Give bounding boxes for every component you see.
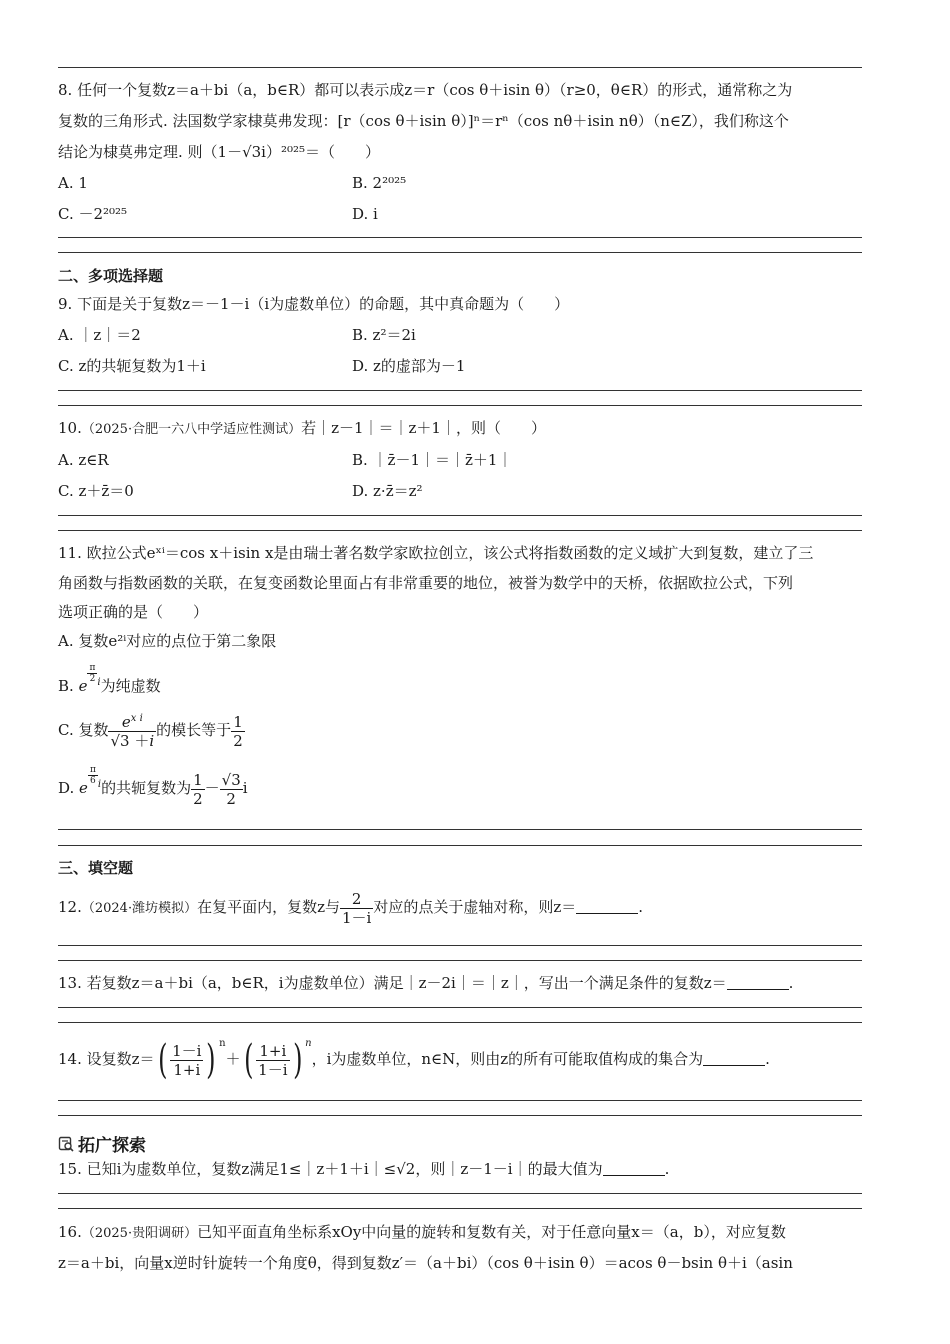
q10-stem: 若｜z－1｜＝｜z＋1｜，则（ ） [301,419,546,437]
divider [58,1115,862,1116]
q16-line1: 16.（2025·贵阳调研）已知平面直角坐标系xOy中向量的旋转和复数有关，对于任意向量x＝（a，b），对应复数 [58,1223,786,1241]
explore-title: 拓广探索 [78,1136,146,1156]
math-expression: $\frac{1-i}{1+i}$ [172,1041,202,1079]
q10-option-a: A. z∈R [58,451,109,469]
q11-option-c: C. 复数 $\frac{e^{x i}}{√3 +i}$ 的模长等于 $\frac{1}{2}$ [58,712,243,750]
q8-option-b: B. 2²⁰²⁵ [352,174,407,192]
q9-option-c: C. z的共轭复数为1＋i [58,357,206,375]
divider [58,1022,862,1023]
q8-line3: 结论为棣莫弗定理. 则（1－√3i）²⁰²⁵＝（ ） [58,143,381,161]
divider [58,845,862,846]
q9-option-a: A. ｜z｜＝2 [58,326,141,344]
q9-option-d: D. z的虚部为－1 [352,357,466,375]
divider [58,960,862,961]
math-expression: $\frac{e^{x i}}{√3 +i}$ [110,712,155,750]
q11-line1: 11. 欧拉公式eˣⁱ＝cos x＋isin x是由瑞士著名数学家欧拉创立，该公式将指数函数的定义域扩大到复数，建立了三 [58,544,814,562]
divider [58,405,862,406]
q8-line1: 8. 任何一个复数z＝a＋bi（a，b∈R）都可以表示成z＝r（cos θ＋isin θ）（r≥0，θ∈R）的形式，通常称之为 [58,81,793,99]
explore-heading [58,1131,146,1156]
divider [58,390,862,391]
q11-line2: 角函数与指数函数的关联，在复变函数论里面占有非常重要的地位，被誉为数学中的天桥，依据欧拉公式，下列 [58,574,794,592]
divider [58,1007,862,1008]
divider [58,1193,862,1194]
q10-option-b: B. ｜z̄－1｜＝｜z̄＋1｜ [352,451,513,469]
q11-line3: 选项正确的是（ ） [58,603,209,621]
answer-blank[interactable] [727,975,789,990]
math-expression: $\frac{1+i}{1-i}$ [258,1041,288,1079]
divider [58,67,862,68]
answer-blank[interactable] [603,1161,665,1176]
section-title-fill-in: 三、填空题 [58,859,134,877]
divider [58,515,862,516]
answer-blank[interactable] [576,899,638,914]
divider [58,237,862,238]
q10-option-d: D. z·z̄＝z² [352,482,423,500]
q11-option-d: D. e $^{\frac{\pi}{6} i}$的共轭复数为 $\frac{1}{2}$ － $\frac{√3}{2}$ i [58,765,248,808]
q15-stem: 15. 已知i为虚数单位，复数z满足1≤｜z＋1＋i｜≤√2，则｜z－1－i｜的最大值为 . [58,1160,670,1178]
q13-stem: 13. 若复数z＝a＋bi（a，b∈R，i为虚数单位）满足｜z－2i｜＝｜z｜，写出一个满足条件的复数z＝ . [58,974,794,992]
q10-source: （2025·合肥一六八中学适应性测试） [81,422,302,437]
q10-number: 10. [58,419,82,437]
q14-stem: 14. 设复数z＝( $\frac{1-i}{1+i}$ ) $^n$＋( $\frac{1+i}{1-i}$ ) $^n$，i为虚数单位，n∈N，则由z的所有可能取值构成的集合为 . [58,1037,770,1083]
section-title-multiple-choice: 二、多项选择题 [58,267,164,285]
answer-blank[interactable] [703,1051,765,1066]
q11-option-b: B. e $^{\frac{\pi}{2} i}$为纯虚数 [58,663,161,695]
q12-stem: 12.（2024·潍坊模拟）在复平面内，复数z与 $\frac{2}{1-i}$ 对应的点关于虚轴对称，则z＝ . [58,889,644,927]
q11-option-a: A. 复数e²ⁱ对应的点位于第二象限 [58,632,277,650]
divider [58,945,862,946]
q8-option-a: A. 1 [58,174,88,192]
divider [58,252,862,253]
math-expression: e $^{\frac{\pi}{6} i}$ [79,765,102,797]
math-expression: $\frac{2}{1-i}$ [341,889,372,927]
divider [58,829,862,830]
math-expression: $\frac{1}{2}$ [233,712,243,750]
math-expression: e $^{\frac{\pi}{2} i}$ [78,663,101,695]
q10-option-c: C. z＋z̄＝0 [58,482,134,500]
q9-stem: 9. 下面是关于复数z＝－1－i（i为虚数单位）的命题，其中真命题为（ ） [58,295,570,313]
q8-option-c: C. －2²⁰²⁵ [58,205,128,223]
q10-stem-line [58,418,546,440]
divider [58,1100,862,1101]
math-expression: $\frac{√3}{2}$ [221,770,241,808]
search-doc-icon [58,1136,74,1152]
q16-line2: z＝a＋bi，向量x逆时针旋转一个角度θ，得到复数z′＝（a＋bi）（cos θ＋isin θ）＝acos θ－bsin θ＋i（asin [58,1254,793,1272]
q9-option-b: B. z²＝2i [352,326,416,344]
math-expression: $\frac{1}{2}$ [193,770,203,808]
q8-option-d: D. i [352,205,378,223]
divider [58,1208,862,1209]
q8-line2: 复数的三角形式. 法国数学家棣莫弗发现：[r（cos θ＋isin θ）]ⁿ＝rⁿ（cos nθ＋isin nθ）（n∈Z），我们称这个 [58,112,789,130]
divider [58,530,862,531]
